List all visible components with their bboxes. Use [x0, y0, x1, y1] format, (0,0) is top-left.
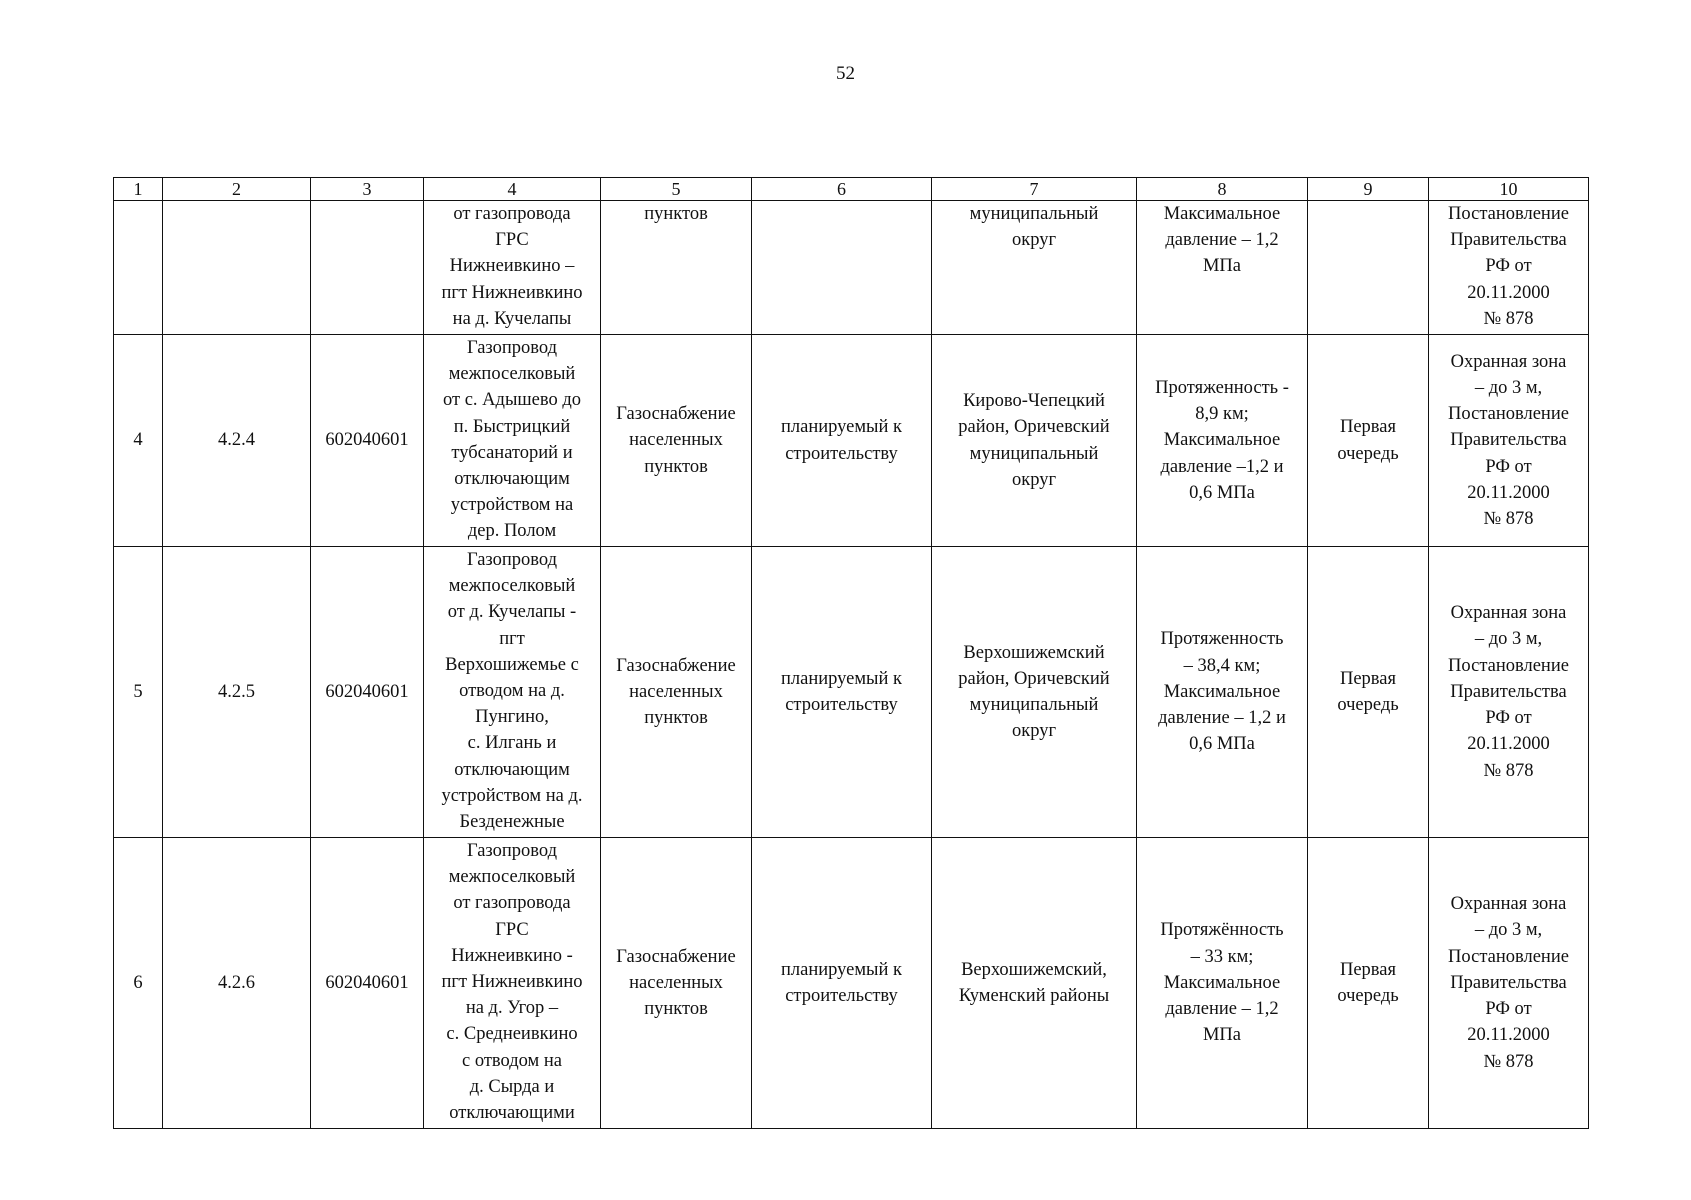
id-cell: [311, 201, 424, 335]
status-cell: [752, 201, 932, 335]
name-cell: Газопровод межпоселковый от газопровода ГРС Нижнеивкино - пгт Нижнеивкино на д. Угор – с. Среднеивкино с отводом на д. Сырда и отключающими: [424, 838, 601, 1129]
stage-cell: Первая очередь: [1308, 838, 1429, 1129]
characteristics-cell: Протяженность - 8,9 км; Максимальное давление –1,2 и 0,6 МПа: [1137, 335, 1308, 547]
purpose-cell: Газоснабжение населенных пунктов: [601, 335, 752, 547]
column-header: 1: [114, 178, 163, 201]
table-row: [114, 335, 1589, 547]
row-number-cell: 6: [114, 838, 163, 1129]
stage-cell: Первая очередь: [1308, 335, 1429, 547]
code-cell: 4.2.6: [163, 838, 311, 1129]
location-cell: Верхошижемский, Куменский районы: [932, 838, 1137, 1129]
characteristics-cell: Протяженность – 38,4 км; Максимальное давление – 1,2 и 0,6 МПа: [1137, 547, 1308, 838]
purpose-cell: Газоснабжение населенных пунктов: [601, 838, 752, 1129]
code-cell: [163, 201, 311, 335]
row-number-cell: [114, 201, 163, 335]
table-row: [114, 201, 1589, 335]
table-row: [114, 547, 1589, 838]
id-cell: 602040601: [311, 335, 424, 547]
stage-cell: [1308, 201, 1429, 335]
column-header: 3: [311, 178, 424, 201]
name-cell: от газопровода ГРС Нижнеивкино – пгт Нижнеивкино на д. Кучелапы: [424, 201, 601, 335]
zone-cell: Постановление Правительства РФ от 20.11.2000 № 878: [1429, 201, 1589, 335]
row-number-cell: 5: [114, 547, 163, 838]
zone-cell: Охранная зона – до 3 м, Постановление Правительства РФ от 20.11.2000 № 878: [1429, 335, 1589, 547]
purpose-cell: пунктов: [601, 201, 752, 335]
column-header: 6: [752, 178, 932, 201]
status-cell: планируемый к строительству: [752, 547, 932, 838]
header-row: [114, 178, 1589, 201]
location-cell: Верхошижемский район, Оричевский муниципальный округ: [932, 547, 1137, 838]
location-cell: муниципальный округ: [932, 201, 1137, 335]
zone-cell: Охранная зона – до 3 м, Постановление Правительства РФ от 20.11.2000 № 878: [1429, 547, 1589, 838]
column-header: 2: [163, 178, 311, 201]
status-cell: планируемый к строительству: [752, 335, 932, 547]
column-header: 8: [1137, 178, 1308, 201]
zone-cell: Охранная зона – до 3 м, Постановление Правительства РФ от 20.11.2000 № 878: [1429, 838, 1589, 1129]
id-cell: 602040601: [311, 547, 424, 838]
document-table: [113, 177, 1589, 1129]
page-number: 52: [836, 63, 855, 84]
purpose-cell: Газоснабжение населенных пунктов: [601, 547, 752, 838]
name-cell: Газопровод межпоселковый от д. Кучелапы - пгт Верхошижемье с отводом на д. Пунгино, с. Илгань и отключающим устройством на д. Безденежные: [424, 547, 601, 838]
table-row: [114, 838, 1589, 1129]
column-header: 4: [424, 178, 601, 201]
characteristics-cell: Протяжённость – 33 км; Максимальное давление – 1,2 МПа: [1137, 838, 1308, 1129]
row-number-cell: 4: [114, 335, 163, 547]
status-cell: планируемый к строительству: [752, 838, 932, 1129]
name-cell: Газопровод межпоселковый от с. Адышево до п. Быстрицкий тубсанаторий и отключающим устройством на дер. Полом: [424, 335, 601, 547]
id-cell: 602040601: [311, 838, 424, 1129]
location-cell: Кирово-Чепецкий район, Оричевский муниципальный округ: [932, 335, 1137, 547]
characteristics-cell: Максимальное давление – 1,2 МПа: [1137, 201, 1308, 335]
column-header: 7: [932, 178, 1137, 201]
stage-cell: Первая очередь: [1308, 547, 1429, 838]
column-header: 9: [1308, 178, 1429, 201]
column-header: 10: [1429, 178, 1589, 201]
column-header: 5: [601, 178, 752, 201]
code-cell: 4.2.5: [163, 547, 311, 838]
code-cell: 4.2.4: [163, 335, 311, 547]
